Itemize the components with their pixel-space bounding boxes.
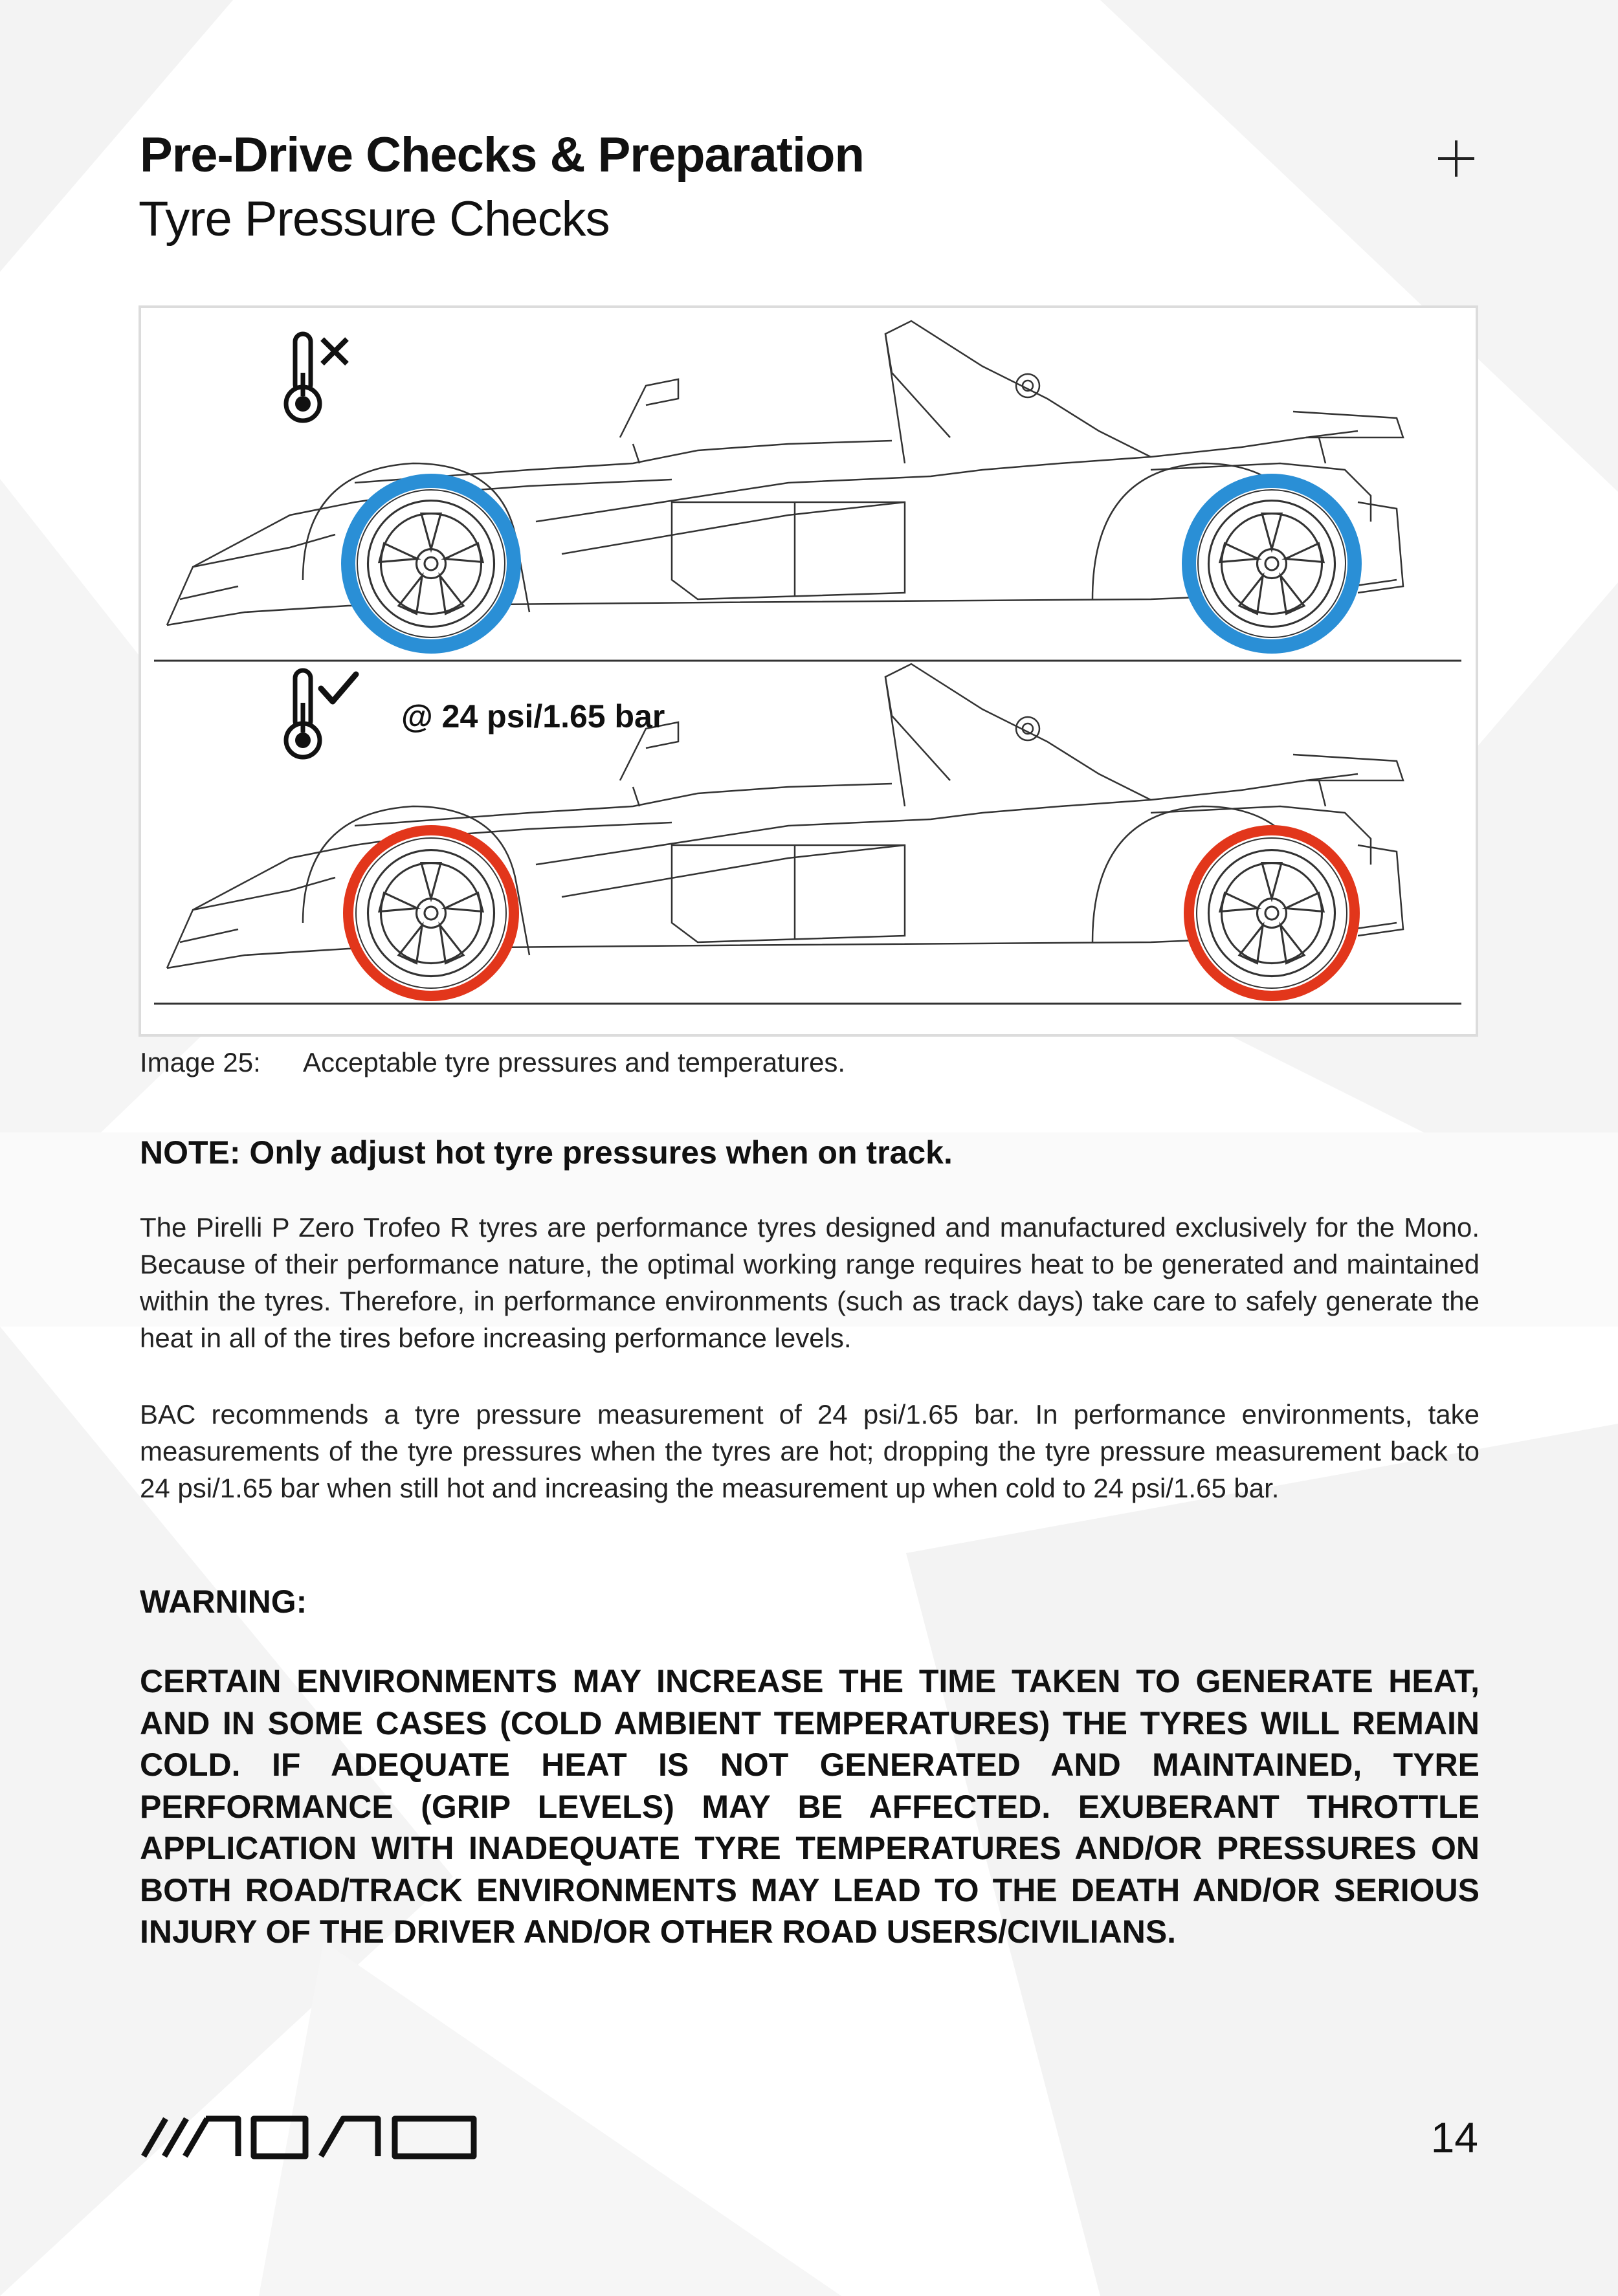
tyre-illustration [139, 305, 1478, 1037]
warning-title: WARNING: [140, 1584, 307, 1620]
page-subtitle: Tyre Pressure Checks [139, 192, 610, 247]
mono-logo [141, 2115, 478, 2160]
cold-thermometer-icon [286, 334, 347, 421]
figure-caption [140, 1047, 845, 1078]
paragraph-pressure: BAC recommends a tyre pressure measurement of 24 psi/1.65 bar. In performance environments, take measurements of the tyre pressures when the tyres are hot; dropping the tyre pressure measurement back to 24 psi/1.65 bar when still hot and increasing the measurement up when cold to 24 psi/1.65 bar. [140, 1399, 1479, 1503]
caption-text: Acceptable tyre pressures and temperatures. [303, 1047, 846, 1077]
caption-number: Image 25: [140, 1047, 261, 1077]
page-title: Pre-Drive Checks & Preparation [140, 127, 864, 182]
pressure-label: @ 24 psi/1.65 bar [401, 698, 665, 734]
paragraph-tyres: The Pirelli P Zero Trofeo R tyres are performance tyres designed and manufactured exclusively for the Mono. Because of their performance nature, the optimal working range requires heat to be generated and maintained within the tyres. Therefore, in performance environments (such as track days) take care to safely generate the heat in all of the tires before increasing performance levels. [140, 1212, 1479, 1353]
hot-thermometer-icon [286, 670, 356, 757]
note-text: NOTE: Only adjust hot tyre pressures when on track. [140, 1134, 953, 1171]
plus-icon[interactable] [1437, 139, 1476, 178]
warning-body: CERTAIN ENVIRONMENTS MAY INCREASE THE TIME TAKEN TO GENERATE HEAT, AND IN SOME CASES (COLD AMBIENT TEMPERATURES) THE TYRES WILL REMAIN COLD. IF ADEQUATE HEAT IS NOT GENERATED AND MAINTAINED, TYRE PERFORMANCE (GRIP LEVELS) MAY BE AFFECTED. EXUBERANT THROTTLE APPLICATION WITH INADEQUATE TYRE TEMPERATURES AND/OR PRESSURES ON BOTH ROAD/TRACK ENVIRONMENTS MAY LEAD TO THE DEATH AND/OR SERIOUS INJURY OF THE DRIVER AND/OR OTHER ROAD USERS/CIVILIANS. [140, 1663, 1479, 1950]
page-number: 14 [1430, 2114, 1478, 2161]
